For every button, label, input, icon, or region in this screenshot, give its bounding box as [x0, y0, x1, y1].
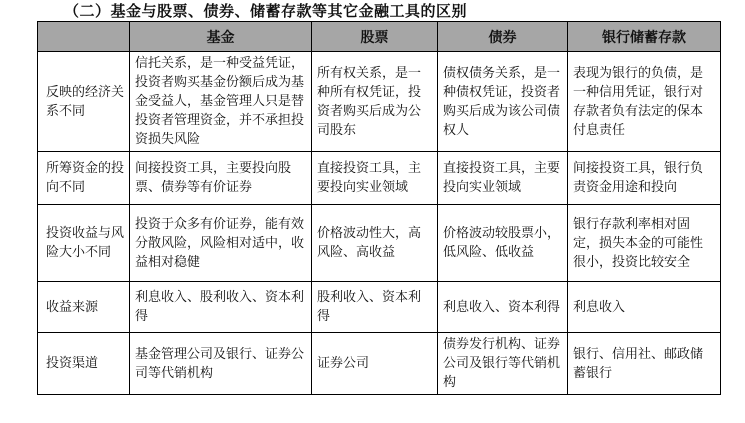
- section-title: （二）基金与股票、债券、储蓄存款等其它金融工具的区别: [64, 2, 468, 20]
- table-cell: 直接投资工具，主要投向实业领域: [438, 152, 568, 205]
- table-cell: 表现为银行的负债，是一种信用凭证，银行对存款者负有法定的保本付息责任: [568, 52, 721, 152]
- table-cell: 价格波动性大，高风险、高收益: [312, 205, 438, 282]
- table-cell: 基金管理公司及银行、证券公司等代销机构: [130, 333, 312, 395]
- table-cell: 间接投资工具，银行负责资金用途和投向: [568, 152, 721, 205]
- header-fund: 基金: [130, 22, 312, 52]
- table-cell: 利息收入: [568, 282, 721, 333]
- header-stock: 股票: [312, 22, 438, 52]
- table-cell: 银行、信用社、邮政储蓄银行: [568, 333, 721, 395]
- table-cell: 债权债务关系，是一种债权凭证，投资者购买后成为该公司债权人: [438, 52, 568, 152]
- table-cell: 债券发行机构、证券公司及银行等代销机构: [438, 333, 568, 395]
- table-cell: 利息收入、资本利得: [438, 282, 568, 333]
- table-cell: 投资于众多有价证券，能有效分散风险，风险相对适中，收益相对稳健: [130, 205, 312, 282]
- table-row: [38, 282, 721, 333]
- table-row: [38, 52, 721, 152]
- header-corner: [38, 22, 130, 52]
- table-cell: 证券公司: [312, 333, 438, 395]
- table-cell: 银行存款利率相对固定，损失本金的可能性很小，投资比较安全: [568, 205, 721, 282]
- table-cell: 利息收入、股利收入、资本利得: [130, 282, 312, 333]
- table-row: [38, 333, 721, 395]
- header-savings: 银行储蓄存款: [568, 22, 721, 52]
- table-cell: 间接投资工具，主要投向股票、债券等有价证券: [130, 152, 312, 205]
- table-row: [38, 152, 721, 205]
- row-label: 投资收益与风险大小不同: [38, 205, 130, 282]
- table-cell: 所有权关系，是一种所有权凭证，投资者购买后成为公司股东: [312, 52, 438, 152]
- row-label: 所筹资金的投向不同: [38, 152, 130, 205]
- table-cell: 股利收入、资本利得: [312, 282, 438, 333]
- table-cell: 直接投资工具，主要投向实业领域: [312, 152, 438, 205]
- row-label: 反映的经济关系不同: [38, 52, 130, 152]
- row-label: 投资渠道: [38, 333, 130, 395]
- header-bond: 债券: [438, 22, 568, 52]
- table-cell: 信托关系，是一种受益凭证，投资者购买基金份额后成为基金受益人，基金管理人只是替投资者管理资金，并不承担投资损失风险: [130, 52, 312, 152]
- table-row: [38, 205, 721, 282]
- row-label: 收益来源: [38, 282, 130, 333]
- comparison-table: [37, 21, 721, 395]
- table-cell: 价格波动较股票小，低风险、低收益: [438, 205, 568, 282]
- header-row: [38, 22, 721, 52]
